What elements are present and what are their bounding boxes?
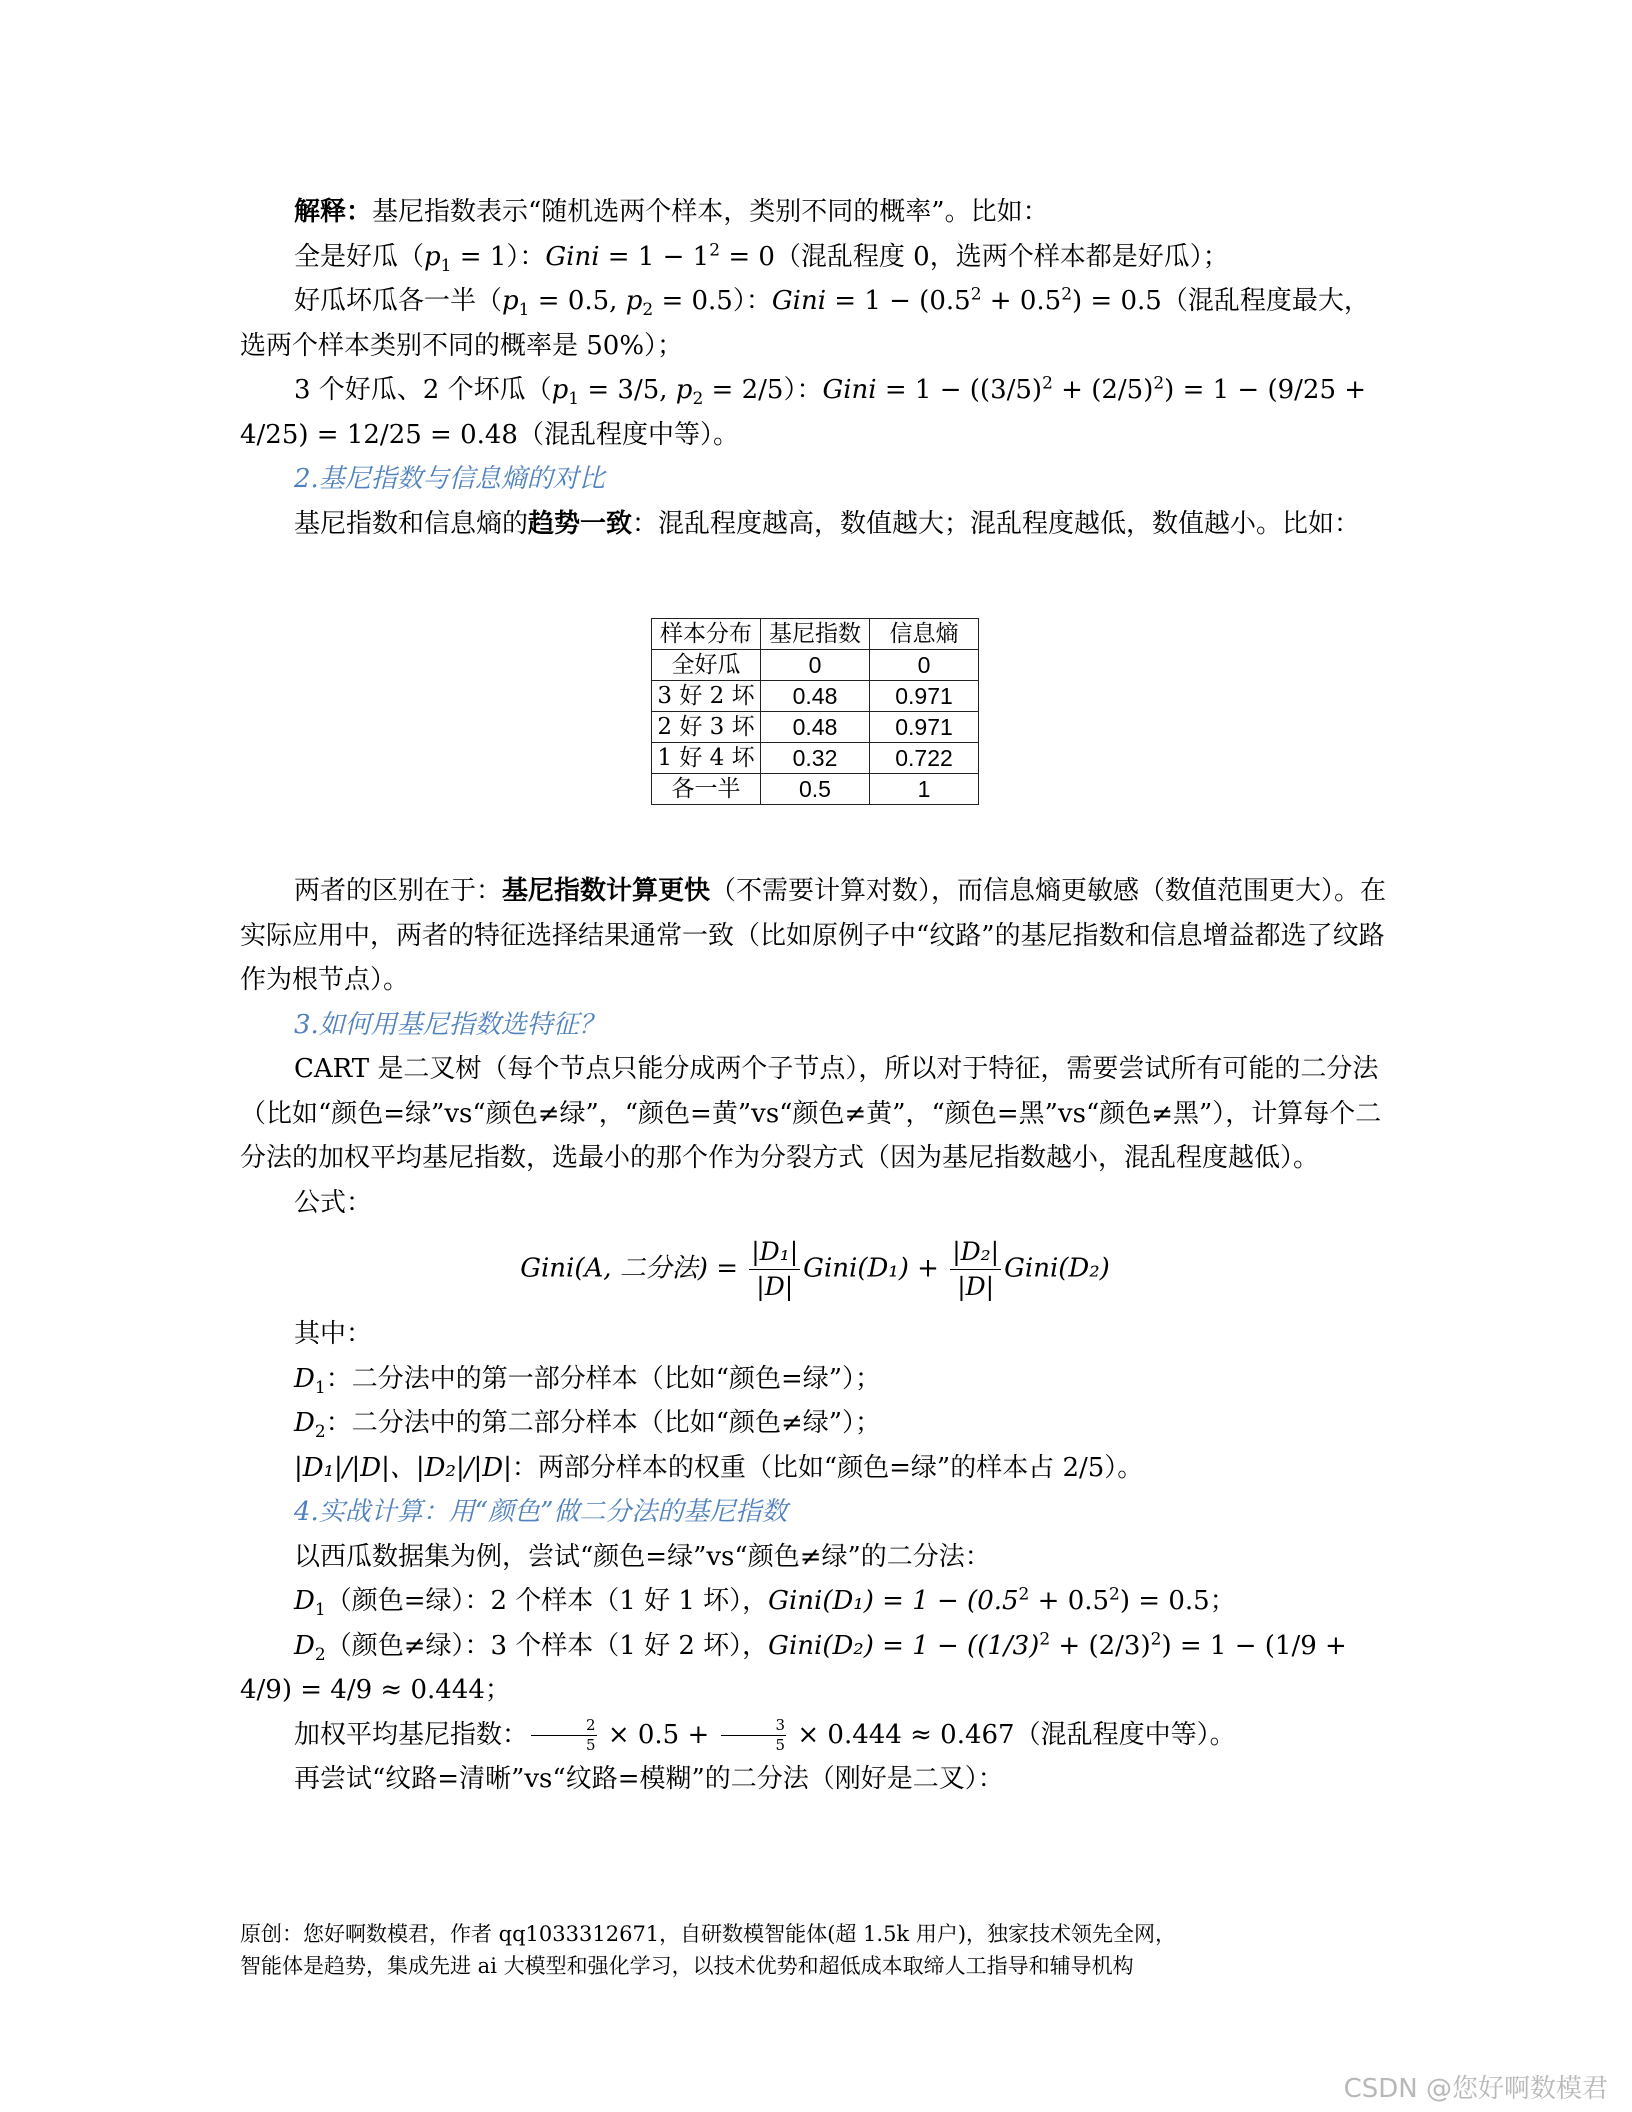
table-cell: 0 [761,650,870,681]
text: 基尼指数和信息熵的 [294,508,529,539]
math: p [551,375,569,405]
paragraph-d1-calc [240,1579,1390,1624]
bold-text: 基尼指数计算更快 [502,876,711,906]
section-heading-4: 4.实战计算：用“颜色”做二分法的基尼指数 [294,1497,788,1527]
where-label: 其中： [294,1319,373,1349]
table-cell: 各一半 [652,774,761,805]
text: ：混乱程度越高，数值越大；混乱程度越低，数值越小。比如： [632,508,1361,539]
math: × 0.5 + [599,1719,718,1750]
table-header: 信息熵 [870,619,979,650]
table-cell: 0.48 [761,681,870,712]
spacer [240,805,1390,869]
numerator: 2 [531,1716,597,1736]
table-cell: 0.722 [870,743,979,774]
math: = 2/5）： [703,375,823,405]
paragraph-next-try: 再尝试“纹路=清晰”vs“纹路=模糊”的二分法（刚好是二叉）： [294,1764,1004,1794]
formula-term: Gini(D₁) + [803,1253,948,1284]
comparison-table [651,618,979,805]
text: 加权平均基尼指数： [294,1719,529,1750]
table-cell: 2 好 3 坏 [652,712,761,743]
denominator: |D| [957,1272,995,1301]
table-cell: 3 好 2 坏 [652,681,761,712]
formula-lhs: Gini(A, 二分法) = [520,1253,747,1284]
text: ：二分法中的第二部分样本（比如“颜色≠绿”）； [325,1408,882,1438]
table-header: 基尼指数 [761,619,870,650]
table-cell: 0.32 [761,743,870,774]
formula-label: 公式： [294,1187,373,1218]
math: p [502,286,519,316]
table-header-row [652,619,979,650]
subscript: 2 [314,1644,326,1665]
text: 全是好瓜（ [294,241,425,272]
paragraph-trend [240,502,1390,547]
text: （颜色≠绿）：3 个样本（1 好 2 坏）， [325,1630,769,1661]
math: = 1 − 1 [599,241,710,272]
superscript: 2 [1150,1628,1162,1649]
text: （混乱程度 0，选两个样本都是好瓜）； [774,241,1229,272]
footer-line: 智能体是趋势，集成先进 ai 大模型和强化学习，以技术优势和超低成本取缔人工指导和辅导机构 [240,1954,1134,1978]
denominator: 5 [586,1736,596,1754]
superscript: 2 [1039,1628,1051,1649]
math: p [424,241,441,272]
text: （混乱程度中等）。 [517,419,739,450]
text: （颜色=绿）：2 个样本（1 好 1 坏）， [325,1586,769,1616]
footer-line: 原创：您好啊数模君，作者 qq1033312671，自研数模智能体(超 1.5k 用户)，独家技术领先全网， [240,1922,1177,1946]
math: = 1）： [451,241,546,272]
math: p [625,286,643,316]
math: = 0.5, [529,286,626,316]
math: + (2/5) [1052,375,1154,405]
subscript: 2 [692,389,704,410]
text: ； [484,1675,511,1705]
math: Gini(D₁) = 1 − (0.5 [768,1586,1019,1616]
math: + (2/3) [1050,1630,1151,1661]
math: p [675,375,693,405]
where-d2 [240,1401,1390,1446]
math: Gini [822,375,877,405]
text: ：二分法中的第一部分样本（比如“颜色=绿”）； [325,1363,882,1394]
text: 好瓜坏瓜各一半（ [294,286,503,316]
csdn-watermark: CSDN @您好啊数模君 [1343,2074,1608,2104]
explanation-label: 解释： [294,197,373,227]
subscript: 1 [518,300,530,321]
text: （不需要计算对数），而信息熵更敏感（数值范围更大）。在实际应用中，两者的特征选择结果通常一致（比如原例子中“纹路”的基尼指数和信息增益都选了纹路作为根节点）。 [240,876,1387,995]
table-cell: 0.971 [870,712,979,743]
math: × 0.444 ≈ 0.467 [789,1719,1015,1750]
table-cell: 全好瓜 [652,650,761,681]
superscript: 2 [970,284,982,305]
subscript: 2 [642,300,654,321]
table-header: 样本分布 [652,619,761,650]
table-cell: 0 [870,650,979,681]
math: ) = 0.5 [1119,1586,1210,1616]
table-cell: 0.48 [761,712,870,743]
math: D [294,1586,315,1616]
math: + 0.5 [1029,1586,1110,1616]
paragraph-all-good [240,235,1390,280]
text: （混乱程度最大，选两个样本类别不同的概率是 50%）； [240,286,1370,361]
superscript: 2 [1153,373,1165,394]
math: = 3/5, [579,375,676,405]
math: = 0 [720,241,775,272]
fraction [721,1716,787,1755]
math: Gini [545,241,600,272]
fraction [749,1235,800,1304]
superscript: 2 [1061,284,1073,305]
text: （混乱程度中等）。 [1014,1719,1236,1750]
document-body [240,190,1390,1802]
gini-formula [240,1235,1390,1304]
paragraph-weighted-gini [240,1713,1390,1758]
fraction [531,1716,597,1755]
numerator: |D₁| [749,1235,800,1270]
paragraph-half-half [240,279,1390,368]
table-row [652,774,979,805]
table-cell: 0.5 [761,774,870,805]
bold-text: 趋势一致 [528,508,633,539]
superscript: 2 [1042,373,1053,394]
paragraph-d2-calc [240,1624,1390,1713]
explanation-text: 基尼指数表示“随机选两个样本，类别不同的概率”。比如： [372,197,1049,227]
table-row [652,650,979,681]
section-heading-3: 3.如何用基尼指数选特征？ [294,1009,605,1040]
subscript: 1 [568,389,580,410]
numerator: |D₂| [950,1235,1001,1270]
math: |D₁|/|D|、|D₂|/|D| [294,1452,512,1483]
math: Gini(D₂) = 1 − ((1/3) [768,1630,1040,1661]
superscript: 2 [1109,1584,1120,1605]
math: = 1 − (0.5 [826,286,971,316]
table-row [652,743,979,774]
math: D [294,1630,315,1661]
paragraph-example-intro: 以西瓜数据集为例，尝试“颜色=绿”vs“颜色≠绿”的二分法： [294,1541,991,1572]
paragraph-cart: CART 是二叉树（每个节点只能分成两个子节点），所以对于特征，需要尝试所有可能的二分法（比如“颜色=绿”vs“颜色≠绿”，“颜色=黄”vs“颜色≠黄”，“颜色=黑”vs“颜色≠黑”），计算每个二分法的加权平均基尼指数，选最小的那个作为分裂方式（因为基尼指数越小，混乱程度越低）。 [240,1054,1382,1173]
table-row [652,712,979,743]
superscript: 2 [709,239,721,260]
paragraph-difference [240,869,1390,1003]
text: 3 个好瓜、2 个坏瓜（ [294,375,552,405]
math: ) = 0.5 [1072,286,1162,316]
paragraph-3-good-2-bad [240,368,1390,457]
math: = 0.5）： [653,286,772,316]
text: ； [1209,1586,1236,1616]
math: D [294,1408,315,1438]
subscript: 1 [314,1377,326,1398]
table-cell: 0.971 [870,681,979,712]
table-cell: 1 好 4 坏 [652,743,761,774]
table-cell: 1 [870,774,979,805]
math: Gini [771,286,827,316]
denominator: 5 [775,1736,786,1754]
math: + 0.5 [981,286,1062,316]
math: ) = 1 − (1/9 + 4/9) = 4/9 ≈ 0.444 [240,1630,1347,1705]
numerator: 3 [721,1716,787,1736]
text: 两者的区别在于： [294,876,503,906]
subscript: 2 [314,1422,326,1443]
text: ：两部分样本的权重（比如“颜色=绿”的样本占 2/5）。 [511,1452,1144,1483]
denominator: |D| [756,1272,794,1301]
formula-term: Gini(D₂) [1004,1253,1110,1284]
superscript: 2 [1018,1584,1030,1605]
subscript: 1 [314,1600,326,1621]
math: = 1 − ((3/5) [876,375,1043,405]
paragraph-explanation [240,190,1390,235]
where-weights [240,1446,1390,1491]
table-row [652,681,979,712]
where-d1 [240,1357,1390,1402]
footer-note [240,1918,1440,1982]
comparison-table-wrapper [651,618,1390,805]
section-heading-2: 2.基尼指数与信息熵的对比 [294,464,605,494]
fraction [950,1235,1001,1304]
math: D [294,1363,315,1394]
math: ) = 1 − (9/25 + 4/25) = 12/25 = 0.48 [240,375,1367,450]
subscript: 1 [440,255,452,276]
